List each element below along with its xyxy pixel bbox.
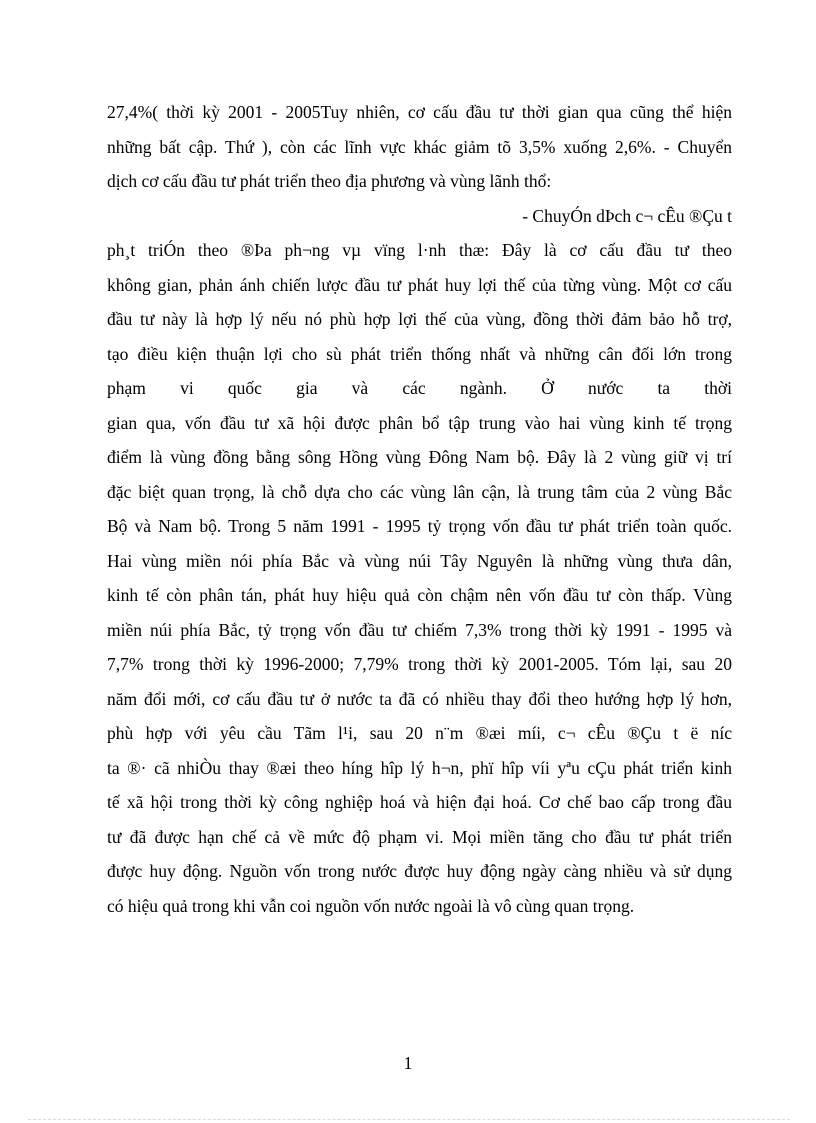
- body-line: Hai vùng miền nói phía Bắc và vùng núi Tây Nguyên là những vùng thưa dân,: [107, 551, 732, 571]
- body-line: ph¸t triÓn theo ®Þa ph¬ng vµ vïng l·nh thæ: Đây là cơ cấu đầu tư theo: [107, 240, 732, 260]
- body-line: phù hợp với yêu cầu Tãm l¹i, sau 20 n¨m ®æi míi, c¬ cÊu ®Çu t ë níc: [107, 723, 732, 743]
- body-line: có hiệu quả trong khi vẫn coi nguồn vốn nước ngoài là vô cùng quan trọng.: [107, 896, 635, 916]
- page-number: 1: [403, 1053, 413, 1073]
- body-line: ta ®· cã nhiÒu thay ®æi theo híng hîp lý h¬n, phï hîp víi yªu cÇu phát triển kinh: [107, 758, 732, 778]
- body-line: phạm vi quốc gia và các ngành. Ở nước ta thời: [107, 378, 732, 398]
- body-line: không gian, phản ánh chiến lược đầu tư phát huy lợi thế của từng vùng. Một cơ cấu: [107, 275, 732, 295]
- body-line: 7,7% trong thời kỳ 1996-2000; 7,79% trong thời kỳ 2001-2005. Tóm lại, sau 20: [107, 654, 732, 674]
- body-line: năm đổi mới, cơ cấu đầu tư ở nước ta đã có nhiều thay đổi theo hướng hợp lý hơn,: [107, 689, 732, 709]
- body-line: điểm là vùng đồng bằng sông Hồng vùng Đông Nam bộ. Đây là 2 vùng giữ vị trí: [107, 447, 732, 467]
- body-line: tạo điều kiện thuận lợi cho sù phát triển thống nhất và những cân đối lớn trong: [107, 344, 732, 364]
- body-line: tư đã được hạn chế cả về mức độ phạm vi. Mọi miền tăng cho đầu tư phát triển: [107, 827, 732, 847]
- body-line: dịch cơ cấu đầu tư phát triển theo địa phương và vùng lãnh thổ:: [107, 171, 552, 191]
- body-line: tế xã hội trong thời kỳ công nghiệp hoá và hiện đại hoá. Cơ chế bao cấp trong đầu: [107, 792, 732, 812]
- body-line: Bộ và Nam bộ. Trong 5 năm 1991 - 1995 tỷ trọng vốn đầu tư phát triển toàn quốc.: [107, 516, 732, 536]
- body-line: 27,4%( thời kỳ 2001 - 2005Tuy nhiên, cơ cấu đầu tư thời gian qua cũng thể hiện: [107, 102, 732, 122]
- body-line: đầu tư này là hợp lý nếu nó phù hợp lợi thế của vùng, đồng thời đảm bảo hỗ trợ,: [107, 309, 732, 329]
- body-line: miền núi phía Bắc, tỷ trọng vốn đầu tư chiếm 7,3% trong thời kỳ 1991 - 1995 và: [107, 620, 732, 640]
- body-line: đặc biệt quan trọng, là chỗ dựa cho các vùng lân cận, là trung tâm của 2 vùng Bắc: [107, 482, 732, 502]
- body-line: - ChuyÓn dÞch c¬ cÊu ®Çu t: [522, 206, 732, 226]
- body-line: kinh tế còn phân tán, phát huy hiệu quả còn chậm nên vốn đầu tư còn thấp. Vùng: [107, 585, 732, 605]
- body-line: được huy động. Nguồn vốn trong nước được huy động ngày càng nhiều và sử dụng: [107, 861, 732, 881]
- body-line: những bất cập. Thứ ), còn các lĩnh vực khác giảm tõ 3,5% xuống 2,6%. - Chuyển: [107, 137, 732, 157]
- page-bottom-rule: [28, 1119, 790, 1120]
- body-line: gian qua, vốn đầu tư xã hội được phân bổ tập trung vào hai vùng kinh tế trọng: [107, 413, 732, 433]
